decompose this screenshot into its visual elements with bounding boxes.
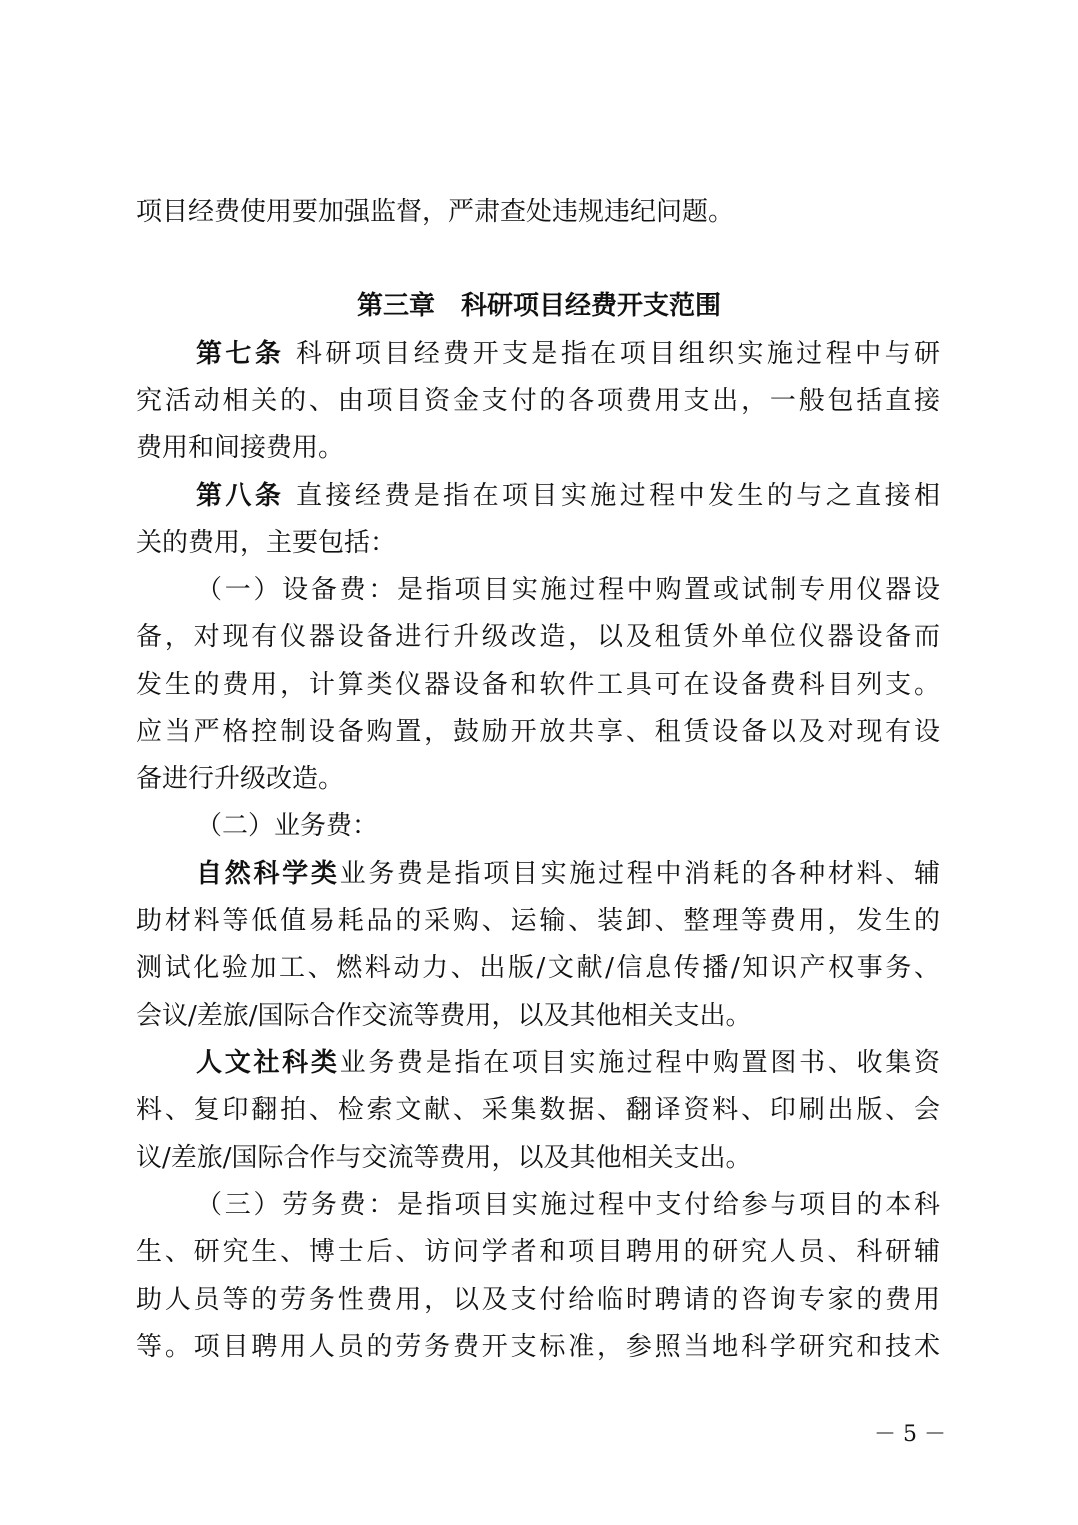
natural-science-label: 自然科学类 (196, 859, 340, 889)
text-line: 料、复印翻拍、检索文献、采集数据、翻译资料、印刷出版、会 (136, 1095, 940, 1125)
article-7-label: 第七条 (196, 339, 285, 369)
article-7-line-1 (196, 334, 940, 374)
page-number: － 5 － (874, 1422, 946, 1447)
text-line: 测试化验加工、燃料动力、出版/文献/信息传播/知识产权事务、 (136, 953, 940, 983)
item-3-line-1: （三）劳务费：是指项目实施过程中支付给参与项目的本科 (196, 1190, 940, 1220)
text-line: 生、研究生、博士后、访问学者和项目聘用的研究人员、科研辅 (136, 1237, 940, 1267)
text-line: 发生的费用，计算类仪器设备和软件工具可在设备费科目列支。 (136, 670, 940, 700)
text-line: 等。项目聘用人员的劳务费开支标准，参照当地科学研究和技术 (136, 1332, 940, 1362)
article-8-line-1 (196, 476, 940, 516)
text-line: 费用和间接费用。 (136, 433, 345, 463)
humanities-text: 业务费是指在项目实施过程中购置图书、收集资 (339, 1048, 940, 1078)
text-line: 究活动相关的、由项目资金支付的各项费用支出，一般包括直接 (136, 386, 940, 416)
article-8-text: 直接经费是指在项目实施过程中发生的与之直接相 (296, 481, 940, 511)
item-1-line-1: （一）设备费：是指项目实施过程中购置或试制专用仪器设 (196, 575, 940, 605)
humanities-label: 人文社科类 (196, 1048, 340, 1078)
text-line: 助人员等的劳务性费用，以及支付给临时聘请的咨询专家的费用 (136, 1285, 940, 1315)
text-line: 议/差旅/国际合作与交流等费用，以及其他相关支出。 (136, 1143, 752, 1173)
article-8-label: 第八条 (196, 481, 285, 511)
humanities-line-1 (196, 1043, 940, 1083)
text-line: 项目经费使用要加强监督，严肃查处违规违纪问题。 (136, 197, 735, 227)
chapter-title: 第三章 科研项目经费开支范围 (356, 291, 721, 321)
natural-science-line-1 (196, 854, 940, 894)
article-7-text: 科研项目经费开支是指在项目组织实施过程中与研 (296, 339, 940, 369)
natural-science-text: 业务费是指项目实施过程中消耗的各种材料、辅 (339, 859, 940, 889)
item-2-title: （二）业务费： (196, 811, 379, 841)
text-line: 会议/差旅/国际合作交流等费用，以及其他相关支出。 (136, 1001, 752, 1031)
text-line: 应当严格控制设备购置，鼓励开放共享、租赁设备以及对现有设 (136, 717, 940, 747)
text-line: 备进行升级改造。 (136, 764, 345, 794)
text-line: 关的费用，主要包括： (136, 528, 397, 558)
text-line: 助材料等低值易耗品的采购、运输、装卸、整理等费用，发生的 (136, 906, 940, 936)
text-line: 备，对现有仪器设备进行升级改造，以及租赁外单位仪器设备而 (136, 622, 940, 652)
